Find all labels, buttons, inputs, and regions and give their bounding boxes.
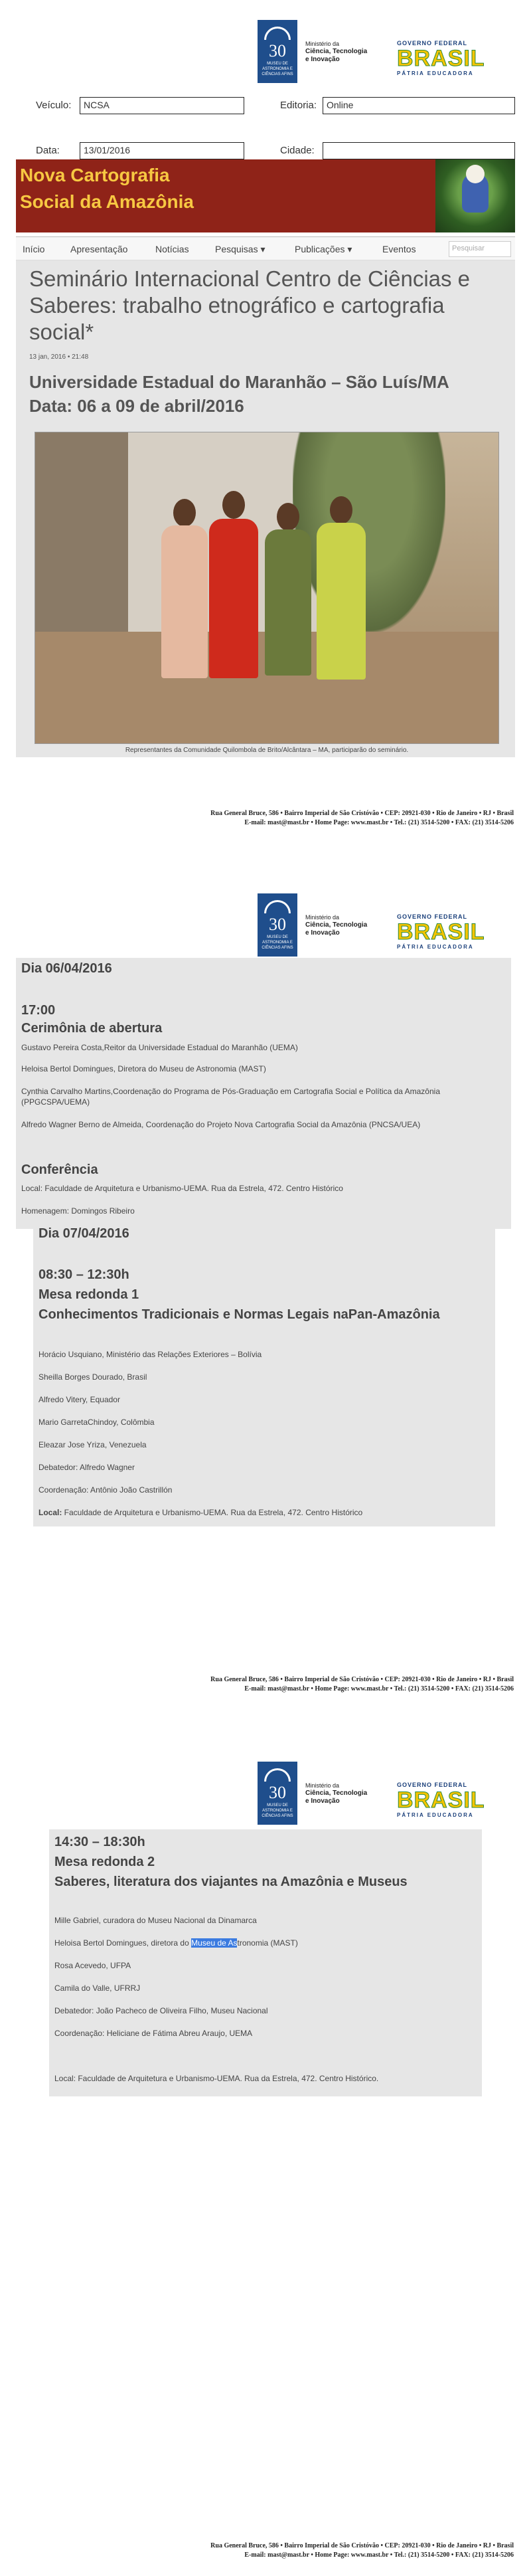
- ceremony-item: Alfredo Wagner Berno de Almeida, Coordenação do Projeto Nova Cartografia Social da Amazônia (PNCSA/UEA): [21, 1120, 421, 1129]
- mesa2-local: Local: Faculdade de Arquitetura e Urbanismo-UEMA. Rua da Estrela, 472. Centro Histórico.: [54, 2074, 379, 2083]
- coordinator: Coordenação: Antônio João Castrillón: [38, 1485, 173, 1495]
- conference-homage: Homenagem: Domingos Ribeiro: [21, 1206, 135, 1216]
- nav-item-eventos[interactable]: Eventos: [382, 244, 416, 254]
- data-label: Data:: [36, 145, 60, 156]
- community-photo: [35, 432, 499, 744]
- footer-address: Rua General Bruce, 586 • Bairro Imperial de São Cristóvão • CEP: 20921-030 • Rio de Janeiro • RJ • Brasil E-mail: mast@mast.br • Home Page: www.mast.br • Tel.: (21) 3514-5200 • FAX: (21) 3514-5206: [210, 1676, 514, 1693]
- editoria-label: Editoria:: [280, 100, 317, 111]
- header-logos: [0, 20, 531, 93]
- nav-item-pesquisas[interactable]: Pesquisas ▾: [215, 244, 266, 254]
- panelist: Heloisa Bertol Domingues, diretora do Museu de Astronomia (MAST): [54, 1938, 298, 1948]
- article-dates: Data: 06 a 09 de abril/2016: [29, 396, 244, 416]
- mesa1-heading: Mesa redonda 1: [38, 1287, 139, 1302]
- ministry-logo: Ministério da Ciência, Tecnologia e Inovação: [305, 41, 368, 63]
- header-logos-3: [0, 1762, 531, 1835]
- article-university: Universidade Estadual do Maranhão – São Luís/MA: [29, 372, 449, 392]
- time-heading-1: 17:00: [21, 1003, 56, 1018]
- ministry-logo: Ministério da Ciência, Tecnologia e Inovação: [305, 914, 368, 937]
- veiculo-label: Veículo:: [36, 100, 72, 111]
- macaw-image: [435, 159, 515, 232]
- ceremony-item: Cynthia Carvalho Martins,Coordenação do Programa de Pós-Graduação em Cartografia Social e Política da Amazônia: [21, 1087, 440, 1096]
- debater: Debatedor: Alfredo Wagner: [38, 1463, 135, 1472]
- cidade-label: Cidade:: [280, 145, 315, 156]
- mesa1-title: Conhecimentos Tradicionais e Normas Legais naPan-Amazônia: [38, 1307, 440, 1322]
- panelist: Alfredo Vitery, Equador: [38, 1395, 120, 1404]
- mast-logo: 30 MUSEU DE ASTRONOMIA E CIÊNCIAS AFINS: [258, 20, 297, 83]
- footer-address: Rua General Bruce, 586 • Bairro Imperial de São Cristóvão • CEP: 20921-030 • Rio de Janeiro • RJ • Brasil E-mail: mast@mast.br • Home Page: www.mast.br • Tel.: (21) 3514-5200 • FAX: (21) 3514-5206: [210, 2542, 514, 2559]
- coordinator: Coordenação: Heliciane de Fátima Abreu Araujo, UEMA: [54, 2029, 253, 2038]
- text-selection[interactable]: Museu de As: [191, 1938, 238, 1948]
- nav-item-publicacoes[interactable]: Publicações ▾: [295, 244, 352, 254]
- cidade-field[interactable]: [323, 142, 515, 159]
- nav-item-apresentacao[interactable]: Apresentação: [70, 244, 128, 254]
- ministry-logo: Ministério da Ciência, Tecnologia e Inovação: [305, 1782, 368, 1805]
- veiculo-field[interactable]: NCSA: [80, 97, 244, 114]
- brasil-logo: GOVERNO FEDERAL BRASIL PÁTRIA EDUCADORA: [397, 913, 485, 950]
- mast-logo: 30 MUSEU DE ASTRONOMIA E CIÊNCIAS AFINS: [258, 1762, 297, 1825]
- ceremony-item: (PPGCSPA/UEMA): [21, 1097, 90, 1107]
- brasil-logo: GOVERNO FEDERAL BRASIL PÁTRIA EDUCADORA: [397, 1782, 485, 1818]
- ceremony-item: Gustavo Pereira Costa,Reitor da Universidade Estadual do Maranhão (UEMA): [21, 1043, 298, 1052]
- day-heading-2: Dia 07/04/2016: [38, 1226, 129, 1241]
- panelist: Sheilla Borges Dourado, Brasil: [38, 1372, 147, 1382]
- main-nav: [16, 236, 515, 260]
- panelist: Rosa Acevedo, UFPA: [54, 1961, 131, 1970]
- nav-item-inicio[interactable]: Início: [23, 244, 45, 254]
- site-banner: Nova Cartografia Social da Amazônia: [16, 159, 515, 232]
- mesa2-title: Saberes, literatura dos viajantes na Amazônia e Museus: [54, 1875, 408, 1889]
- mesa2-heading: Mesa redonda 2: [54, 1855, 155, 1869]
- panelist: Mille Gabriel, curadora do Museu Nacional da Dinamarca: [54, 1916, 257, 1925]
- panelist: Camila do Valle, UFRRJ: [54, 1983, 141, 1993]
- day-heading-1: Dia 06/04/2016: [21, 961, 112, 976]
- mesa1-local: Local: Faculdade de Arquitetura e Urbanismo-UEMA. Rua da Estrela, 472. Centro Histórico: [38, 1508, 363, 1517]
- footer-address: Rua General Bruce, 586 • Bairro Imperial de São Cristóvão • CEP: 20921-030 • Rio de Janeiro • RJ • Brasil E-mail: mast@mast.br • Home Page: www.mast.br • Tel.: (21) 3514-5200 • FAX: (21) 3514-5206: [210, 810, 514, 826]
- conference-heading: Conferência: [21, 1162, 98, 1177]
- article-meta: 13 jan, 2016 • 21:48: [29, 353, 89, 361]
- ceremony-heading: Cerimônia de abertura: [21, 1021, 163, 1036]
- search-input[interactable]: Pesquisar: [449, 241, 511, 257]
- article-title: Seminário Internacional Centro de Ciências e Saberes: trabalho etnográfico e cartografia social*: [29, 266, 471, 344]
- time-heading-2: 08:30 – 12:30h: [38, 1267, 129, 1282]
- conference-local: Local: Faculdade de Arquitetura e Urbanismo-UEMA. Rua da Estrela, 472. Centro Histórico: [21, 1184, 343, 1193]
- panelist: Eleazar Jose Yriza, Venezuela: [38, 1440, 147, 1449]
- ceremony-item: Heloisa Bertol Domingues, Diretora do Museu de Astronomia (MAST): [21, 1064, 266, 1073]
- header-logos-2: [0, 893, 531, 966]
- photo-caption: Representantes da Comunidade Quilombola de Brito/Alcântara – MA, participarão do seminário.: [125, 747, 409, 754]
- mast-logo: 30 MUSEU DE ASTRONOMIA E CIÊNCIAS AFINS: [258, 893, 297, 957]
- time-heading-3: 14:30 – 18:30h: [54, 1835, 145, 1849]
- debater: Debatedor: João Pacheco de Oliveira Filho, Museu Nacional: [54, 2006, 268, 2015]
- brasil-logo: GOVERNO FEDERAL BRASIL PÁTRIA EDUCADORA: [397, 40, 485, 76]
- panelist: Horácio Usquiano, Ministério das Relações Exteriores – Bolívia: [38, 1350, 262, 1359]
- nav-item-noticias[interactable]: Notícias: [155, 244, 189, 254]
- data-field[interactable]: 13/01/2016: [80, 142, 244, 159]
- panelist: Mario GarretaChindoy, Colômbia: [38, 1418, 155, 1427]
- editoria-field[interactable]: Online: [323, 97, 515, 114]
